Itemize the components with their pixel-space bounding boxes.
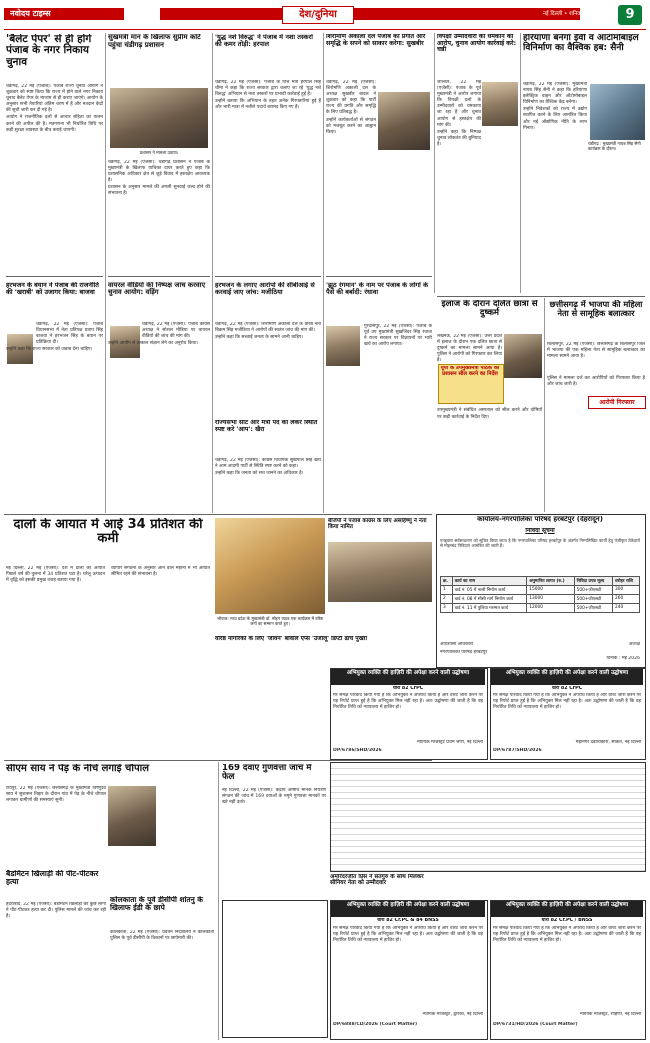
- tender-col: निविदा प्रपत्र मूल्य: [574, 577, 612, 586]
- section-divider: [4, 514, 432, 515]
- headline-chhattisgarh: छत्तीसगढ़ में भाजपा की महिला नेता से सामूहिक बलात्कार: [549, 300, 643, 318]
- table-cell: 240: [613, 604, 640, 613]
- column-rule: [544, 298, 545, 512]
- photo-saini: [590, 84, 645, 140]
- article-video: [108, 322, 210, 512]
- paragraph: नई दिल्ली, 22 मई (एजेंसी): देश में दालों का आयात पिछले वर्ष की तुलना में 34 प्रतिशत घटा है। घरेलू उत्पादन में वृद्धि को इसकी प्रमुख वजह बताया गया है।: [6, 566, 105, 584]
- headline-kolkata: कोलकाता के पूर्व डीसीपी शांतनु के खिलाफ ईडी के छापे: [110, 896, 203, 912]
- court-notice-code: DP/6786/SHD/2026: [333, 748, 382, 753]
- court-notice-sign: न्यायिक मजिस्ट्रेट, रोहिणी, नई दिल्ली: [579, 1012, 641, 1017]
- court-notice-body: मेरे समक्ष परिवाद किया गया है कि अभियुक्त ने अपराध किया है और वारंट जारी करने पर यह रिपोर्ट प्राप्त हुई है कि अभियुक्त मिल नहीं रहा है। अतः उद्घोषणा की जाती है कि वह निर्धारित तिथि को न्यायालय में हाजिर हो।: [333, 693, 483, 711]
- table-row: [441, 604, 640, 613]
- section-title: देश/दुनिया: [282, 6, 354, 24]
- court-notice-code: DP/6731/HD/2026 (Court Matter): [493, 1022, 578, 1027]
- table-cell: 500+जीएसटी: [574, 595, 612, 604]
- tender-col: अनुमानित लागत (रु.): [527, 577, 574, 586]
- column-rule: [105, 33, 106, 513]
- court-notice-head: अभियुक्त व्यक्ति की हाज़िरी की अपेक्षा करने वाली उद्घोषणा: [331, 901, 485, 917]
- court-notice-sub: धारा 82 Cr.PC & 84 BNSS: [377, 918, 439, 923]
- paragraph: चंडीगढ़, 22 मई (एजेंसी): पंजाब के वित्त मंत्री हरपाल सिंह चीमा ने कहा कि राज्य सरकार द्वारा चलाए जा रहे 'युद्ध नशे विरुद्ध' अभियान से नशा तस्करों पर प्रभावी कार्रवाई हुई है।: [215, 80, 321, 98]
- headline-rajya-sabha: राज्यसभा सीट और मंत्री पद को लेकर स्थिति स्पष्ट करे 'आप': खैरा: [215, 420, 321, 456]
- headline-haryana-ev: हरियाणा बनेगा ईवी व ऑटोमोबाइल विनिर्माण का वैश्विक हब: सैनी: [523, 34, 639, 53]
- headline-bjp-punjab: बीजेपी ने पंजाब कांग्रेस के लिए असहिष्णु ने नेता किया नामित: [328, 518, 427, 531]
- article-dalit: [437, 334, 542, 510]
- tender-title: निविदा सूचना: [525, 528, 555, 534]
- headline-drugs: 'युद्ध नशे विरुद्ध' ने पंजाब में नशा तस्करों की कमर तोड़ी: हरपाल: [215, 34, 313, 49]
- article-badminton: [6, 902, 106, 1038]
- table-cell: 500+जीएसटी: [574, 586, 612, 595]
- tender-col: कार्य का नाम: [452, 577, 527, 586]
- paragraph: चंडीगढ़, 22 मई (एजेंसी): शिरोमणि अकाली दल के अध्यक्ष सुखबीर बादल ने शुक्रवार को कहा कि पार्टी राज्य की प्रगति और समृद्धि के लिए प्रतिबद्ध है।: [326, 80, 376, 116]
- column-rule: [434, 33, 435, 293]
- paragraph: उन्होंने कहा कि निष्पक्ष चुनाव लोकतंत्र की बुनियाद है।: [437, 129, 481, 147]
- table-cell: 500+जीएसटी: [574, 604, 612, 613]
- paragraph: उन्होंने बताया कि अभियान के तहत अनेक गिरफ्तारियां हुई हैं और भारी मात्रा में नशीले पदार्थ बरामद किए गए हैं।: [215, 99, 321, 111]
- paragraph: चंडीगढ़, 22 मई (एजेंसी): चंडीगढ़ प्रशासन ने पंजाब के मुख्यमंत्री के खिलाफ याचिका दायर करते हुए कहा कि प्रशासनिक अधिकार क्षेत्र से जुड़े विवाद में हस्तक्षेप आवश्यक है।: [108, 160, 210, 184]
- tender-footer-left: अधिशासी अधिकारी: [440, 642, 473, 647]
- photo-cm-tree: [108, 786, 156, 846]
- article-progress: [326, 80, 376, 274]
- court-notice-body: मेरे समक्ष परिवाद किया गया है कि अभियुक्त ने अपराध किया है और वारंट जारी करने पर यह रिपोर्ट प्राप्त हुई है कि अभियुक्त मिल नहीं रहा है। अतः उद्घोषणा की जाती है कि वह निर्धारित तिथि को न्यायालय में हाजिर हो।: [493, 926, 641, 944]
- table-row: [441, 586, 640, 595]
- paragraph: व्यापार संगठनों के अनुसार आने वाले महीनों में भी आयात सीमित रहने की संभावना है।: [111, 566, 210, 578]
- paragraph: नई दिल्ली, 22 मई (एजेंसी): केंद्रीय औषधि मानक नियंत्रण संगठन की जांच में 169 दवाओं के नमूने गुणवत्ता मानकों पर खरे नहीं उतरे।: [222, 788, 326, 806]
- masthead: [0, 0, 650, 30]
- paragraph: उन्होंने कहा कि सच्चाई जनता के सामने आनी चाहिए।: [215, 335, 304, 341]
- court-notice-head: अभियुक्त व्यक्ति की हाज़िरी की अपेक्षा करने वाली उद्घोषणा: [491, 901, 643, 917]
- paragraph: उन्होंने कार्यकर्ताओं से संगठन को मजबूत करने का आह्वान किया।: [326, 117, 376, 135]
- paragraph: चंडीगढ़, 22 मई (पंजाब): पंजाब राज्य चुनाव आयोग ने शुक्रवार को स्पष्ट किया कि राज्य में होने वाले नगर निकाय चुनाव बैलेट पेपर के माध्यम से ही कराए जाएंगे। आयोग के अनुसार सभी तैयारियां अंतिम चरण में हैं और मतदान केंद्रों की सूची जारी कर दी गई है।: [6, 84, 103, 114]
- section-divider: [437, 296, 645, 297]
- court-notice-sign: महानगर दंडाधिकारी, साकेत, नई दिल्ली: [575, 740, 641, 745]
- court-notice-code: DP/6888/CD/2026 (Court Matter): [333, 1022, 418, 1027]
- masthead-left-title: नवोदय टाइम्स: [10, 9, 51, 18]
- article-drugs: [215, 80, 321, 274]
- court-notice-sub: धारा 82 CrPC: [551, 686, 583, 691]
- article-guna: [222, 788, 326, 888]
- headline-jha-rangman: 'झूठ रंगमान' के नाम पर पंजाब के लोगों के पैसे की बर्बादी: रंधावा: [326, 282, 429, 297]
- column-rule: [212, 33, 213, 513]
- article-haryana-ev: [523, 82, 587, 292]
- court-notice-code: DP/6787/SHD/2026: [493, 748, 542, 753]
- tender-office: कार्यालय-नगरपालिका परिषद हरबर्टपुर (देहरादून): [477, 516, 603, 523]
- photo-sukhbir: [378, 92, 430, 150]
- paragraph: हैदराबाद, 22 मई (एजेंसी): बैडमिंटन खिलाड़ी की कुछ लोगों ने पीट-पीटकर हत्या कर दी। पुलिस मामले की जांच कर रही है।: [6, 902, 106, 920]
- caption-supreme-court: प्रशासन ने मामला उठाया।: [139, 150, 179, 155]
- court-notice-body: मेरे समक्ष परिवाद किया गया है कि अभियुक्त ने अपराध किया है और वारंट जारी करने पर यह रिपोर्ट प्राप्त हुई है कि अभियुक्त मिल नहीं रहा है। अतः उद्घोषणा की जाती है कि वह निर्धारित तिथि को न्यायालय में हाजिर हो।: [333, 926, 483, 944]
- section-divider: [108, 276, 210, 277]
- section-divider: [4, 760, 432, 761]
- tender-col: क्र.: [441, 577, 453, 586]
- headline-badminton: बैडमिंटन खिलाड़ी की पीट-पीटकर हत्या: [6, 870, 99, 887]
- notice-small: [222, 900, 328, 1038]
- paragraph: आयोग ने राजनीतिक दलों से आचार संहिता का पालन करने की अपील की है। मतगणना भी निर्धारित तिथि पर कड़ी सुरक्षा व्यवस्था के बीच कराई जाएगी।: [6, 115, 103, 133]
- paragraph: बिलासपुर, 22 मई (एजेंसी): छत्तीसगढ़ के बिलासपुर जिले में भाजपा की एक महिला नेता से सामूहिक बलात्कार का मामला सामने आया है।: [547, 342, 645, 360]
- section-divider: [326, 276, 432, 277]
- article-supreme-court: [108, 160, 210, 274]
- paragraph: चंडीगढ़, 22 मई (एजेंसी): पंजाब विधानसभा में नेता प्रतिपक्ष प्रताप सिंह बाजवा ने हरभजन सिंह के बयान पर प्रतिक्रिया दी।: [36, 322, 103, 346]
- paragraph: उपमुख्यमंत्री ने संबंधित अस्पताल को सील करने और दोषियों पर कड़ी कार्रवाई के निर्देश दिए।: [437, 408, 542, 420]
- article-rallies: [6, 322, 103, 512]
- headline-progress: शिरोमणि अकाली दल पंजाब की प्रगति और समृद्धि के सपने को साकार करेगा: सुखबीर: [326, 34, 426, 47]
- column-rule: [520, 33, 521, 293]
- tender-table-wrap: [440, 576, 640, 638]
- column-rule: [218, 762, 219, 1040]
- tender-header-row: [441, 577, 640, 586]
- paragraph: उन्होंने आयोग से तत्काल संज्ञान लेने का अनुरोध किया।: [108, 341, 199, 347]
- headline-ballot-paper: 'बैलेट पेपर' से ही होंगे पंजाब के नगर निकाय चुनाव: [6, 34, 92, 68]
- headline-guna: 169 दवाएं गुणवत्ता जांच में फेल: [222, 764, 312, 783]
- photo-mp-cm: [215, 518, 325, 614]
- headline-dalit: इलाज के दौरान दलित छात्रा से दुष्कर्म: [441, 300, 538, 319]
- paragraph: चंडीगढ़, 22 मई (एजेंसी): शिरोमणि अकाली दल के वरिष्ठ नेता बिक्रम सिंह मजीठिया ने आरोपों की स्वतंत्र जांच की मांग की।: [215, 322, 321, 334]
- photo-supreme-court: [110, 88, 208, 148]
- pull-quote-dalit-text: यूपी के उपमुख्यमंत्री पाठक का प्रशासन सील करने का निर्देश: [440, 366, 500, 377]
- caption-mp-cm: भोपाल: मध्य प्रदेश के मुख्यमंत्री डॉ. मोहन यादव एक कार्यक्रम में वरिष्ठ जनों का सम्मान करते हुए।: [217, 616, 323, 627]
- section-divider: [215, 276, 321, 277]
- paragraph: जालंधर, 22 मई (एजेंसी): पंजाब के पूर्व मुख्यमंत्री ने आरोप लगाया कि विपक्षी दलों के उम्मीदवारों को धमकाया जा रहा है और चुनाव आयोग से हस्तक्षेप की मांग की।: [437, 80, 481, 128]
- photo-channi: [482, 82, 518, 126]
- page-number: 9: [625, 7, 635, 22]
- tender-footer-org: नगरपालिका परिषद हरबर्टपुर: [440, 650, 488, 655]
- article-chhattisgarh: [547, 342, 645, 510]
- article-rajya-sabha: [215, 458, 321, 512]
- headline-cm-tree: सीएम साय ने पेड़ के नीचे लगाई चौपाल: [6, 764, 150, 774]
- court-notice-sub: धारा 82 CrPC: [392, 686, 424, 691]
- paragraph: कोलकाता, 22 मई (एजेंसी): प्रवर्तन निदेशालय ने कोलकाता पुलिस के पूर्व डीसीपी के ठिकानों पर छापेमारी की।: [110, 930, 214, 942]
- headline-supreme-court: सुखमंत्री मान के खिलाफ सुप्रीम कोर्ट पहुंचा चंडीगढ़ प्रशासन: [108, 34, 201, 49]
- article-ballot-paper: [6, 84, 103, 274]
- court-notice-body: मेरे समक्ष परिवाद किया गया है कि अभियुक्त ने अपराध किया है और वारंट जारी करने पर यह रिपोर्ट प्राप्त हुई है कि अभियुक्त मिल नहीं रहा है। अतः उद्घोषणा की जाती है कि वह निर्धारित तिथि को न्यायालय में हाजिर हो।: [493, 693, 641, 711]
- tender-footer-date: दिनांक : मई 2026: [606, 656, 640, 661]
- article-pulses: [6, 566, 210, 696]
- paragraph: पुलिस ने मामला दर्ज कर आरोपियों को गिरफ्तार किया है और जांच जारी है।: [547, 376, 645, 388]
- paragraph: रायपुर, 22 मई (एजेंसी): छत्तीसगढ़ के मुख्यमंत्री विष्णुदेव साय ने सुशासन तिहार के दौरान गांव में पेड़ के नीचे चौपाल लगाकर ग्रामीणों की समस्याएं सुनीं।: [6, 786, 106, 804]
- headline-rallies: हरभजन के बयान ने पंजाब की राजनीति की 'खराबी' को उजागर किया: बाजवा: [6, 282, 99, 296]
- sub-box-chhattisgarh: आरोपी गिरफ्तार: [588, 396, 646, 409]
- court-notice-sign: न्यायिक मजिस्ट्रेट, द्वारका, नई दिल्ली: [422, 1012, 483, 1017]
- paragraph: उन्होंने कहा कि जनता को सच जानने का अधिकार है।: [215, 471, 304, 477]
- headline-candidates: विपक्षी उम्मीदवारों को धमकाने का आरोप, चुनाव आयोग कार्रवाई करे: चन्नी: [437, 34, 517, 54]
- headline-mp-cm: वरिष्ठ नागरिकों के लिए 'जीवन' बोवाल एप्स 'उजालू' डिप्टी ढांचे पुख्ता: [215, 636, 368, 642]
- masthead-rule: [4, 29, 646, 30]
- court-notice-head: अभियुक्त व्यक्ति की हाज़िरी की अपेक्षा करने वाली उद्घोषणा: [331, 669, 485, 685]
- table-cell: वार्ड नं. 11 में पुलिया मरम्मत कार्य: [452, 604, 527, 613]
- paragraph: गुरदासपुर, 22 मई (एजेंसी): पंजाब के पूर्व उप मुख्यमंत्री सुखजिंदर सिंह रंधावा ने राज्य सरकार पर विज्ञापनों पर भारी खर्च का आरोप लगाया।: [364, 324, 432, 348]
- photo-randhawa: [326, 326, 360, 366]
- column-rule: [323, 33, 324, 513]
- table-row: [441, 595, 640, 604]
- table-cell: 3: [441, 604, 453, 613]
- table-cell: 15000: [527, 586, 574, 595]
- paragraph: चंडीगढ़, 22 मई (एजेंसी): पंजाब कांग्रेस अध्यक्ष ने सोशल मीडिया पर वायरल वीडियो की जांच की मांग की।: [142, 322, 210, 340]
- tender-footer-right: अध्यक्ष: [628, 642, 640, 647]
- paragraph: चंडीगढ़, 22 मई (एजेंसी): कांग्रेस विधायक सुखपाल सिंह खैरा ने आम आदमी पार्टी से स्थिति स्पष्ट करने को कहा।: [215, 458, 321, 470]
- paragraph: उन्होंने कहा कि राज्य सरकार को जवाब देना चाहिए।: [6, 347, 93, 353]
- paragraph: प्रशासन के अनुसार मामले की अगली सुनवाई जल्द होने की संभावना है।: [108, 185, 210, 197]
- table-cell: 12000: [527, 604, 574, 613]
- table-cell: 300: [613, 586, 640, 595]
- tender-table: [440, 576, 640, 613]
- tender-intro: एतद्द्वारा सर्वसाधारण को सूचित किया जाता है कि नगरपालिका परिषद हरबर्टपुर के अंतर्गत निम्नलिखित कार्यों हेतु पंजीकृत ठेकेदारों से मोहरबंद निविदाएं आमंत्रित की जाती हैं।: [440, 538, 640, 549]
- headline-cbi: हरभजन के लगाए आरोपों की सीबीआई से करवाई जाए जांच: मजीठिया: [215, 282, 315, 297]
- caption-haryana-ev: चंडीगढ़ : मुख्यमंत्री नायब सिंह सैनी कार्यक्रम के दौरान।: [588, 141, 641, 152]
- article-cm-tree: [6, 786, 106, 866]
- paragraph: लखनऊ, 22 मई (एजेंसी): उत्तर प्रदेश में इलाज के दौरान एक दलित छात्रा से दुष्कर्म का मामला सामने आया है। पुलिस ने आरोपी को गिरफ्तार कर लिया है।: [437, 334, 502, 364]
- headline-kuldeep: अमरिंदरजीत प्रिंस ने सतगुरु के साथ मिलकर सीनियर नेता को उम्मीदवार: [330, 874, 424, 887]
- article-kolkata: [110, 930, 214, 1038]
- date-line: नई दिल्ली • शनिवार 23 मई, 2026: [542, 11, 618, 17]
- table-cell: 2: [441, 595, 453, 604]
- court-notice-filler: [330, 762, 646, 872]
- tender-col: धरोहर राशि: [613, 577, 640, 586]
- table-cell: वार्ड नं. 08 में सीसी मार्ग निर्माण कार्य: [452, 595, 527, 604]
- section-divider: [6, 276, 103, 277]
- court-notice-sub: धारा 82 Cr.PC / BNSS: [541, 918, 593, 923]
- table-cell: 1: [441, 586, 453, 595]
- paragraph: चंडीगढ़, 22 मई (एजेंसी): मुख्यमंत्री नायब सिंह सैनी ने कहा कि हरियाणा इलेक्ट्रिक वाहन और ऑटोमोबाइल विनिर्माण का वैश्विक केंद्र बनेगा।: [523, 82, 587, 106]
- court-notice-head: अभियुक्त व्यक्ति की हाज़िरी की अपेक्षा करने वाली उद्घोषणा: [491, 669, 643, 685]
- court-notice-sign: न्यायिक मजिस्ट्रेट प्रथम श्रेणी, नई दिल्ली: [417, 740, 483, 745]
- photo-bjp-punjab: [328, 542, 432, 602]
- paragraph: उन्होंने निवेशकों को राज्य में उद्योग स्थापित करने के लिए आमंत्रित किया और नई औद्योगिक नीति के लाभ गिनाए।: [523, 107, 587, 131]
- table-cell: 260: [613, 595, 640, 604]
- article-candidates: [437, 80, 481, 274]
- table-cell: 13000: [527, 595, 574, 604]
- headline-pulses: दालों के आयात में आई 34 प्रतिशत की कमी: [13, 518, 203, 547]
- table-cell: वार्ड नं. 05 में नाली निर्माण कार्य: [452, 586, 527, 595]
- headline-video: वायरल वीडियो की निष्पक्ष जांच करवाए चुनाव आयोग: वड़िंग: [108, 282, 206, 297]
